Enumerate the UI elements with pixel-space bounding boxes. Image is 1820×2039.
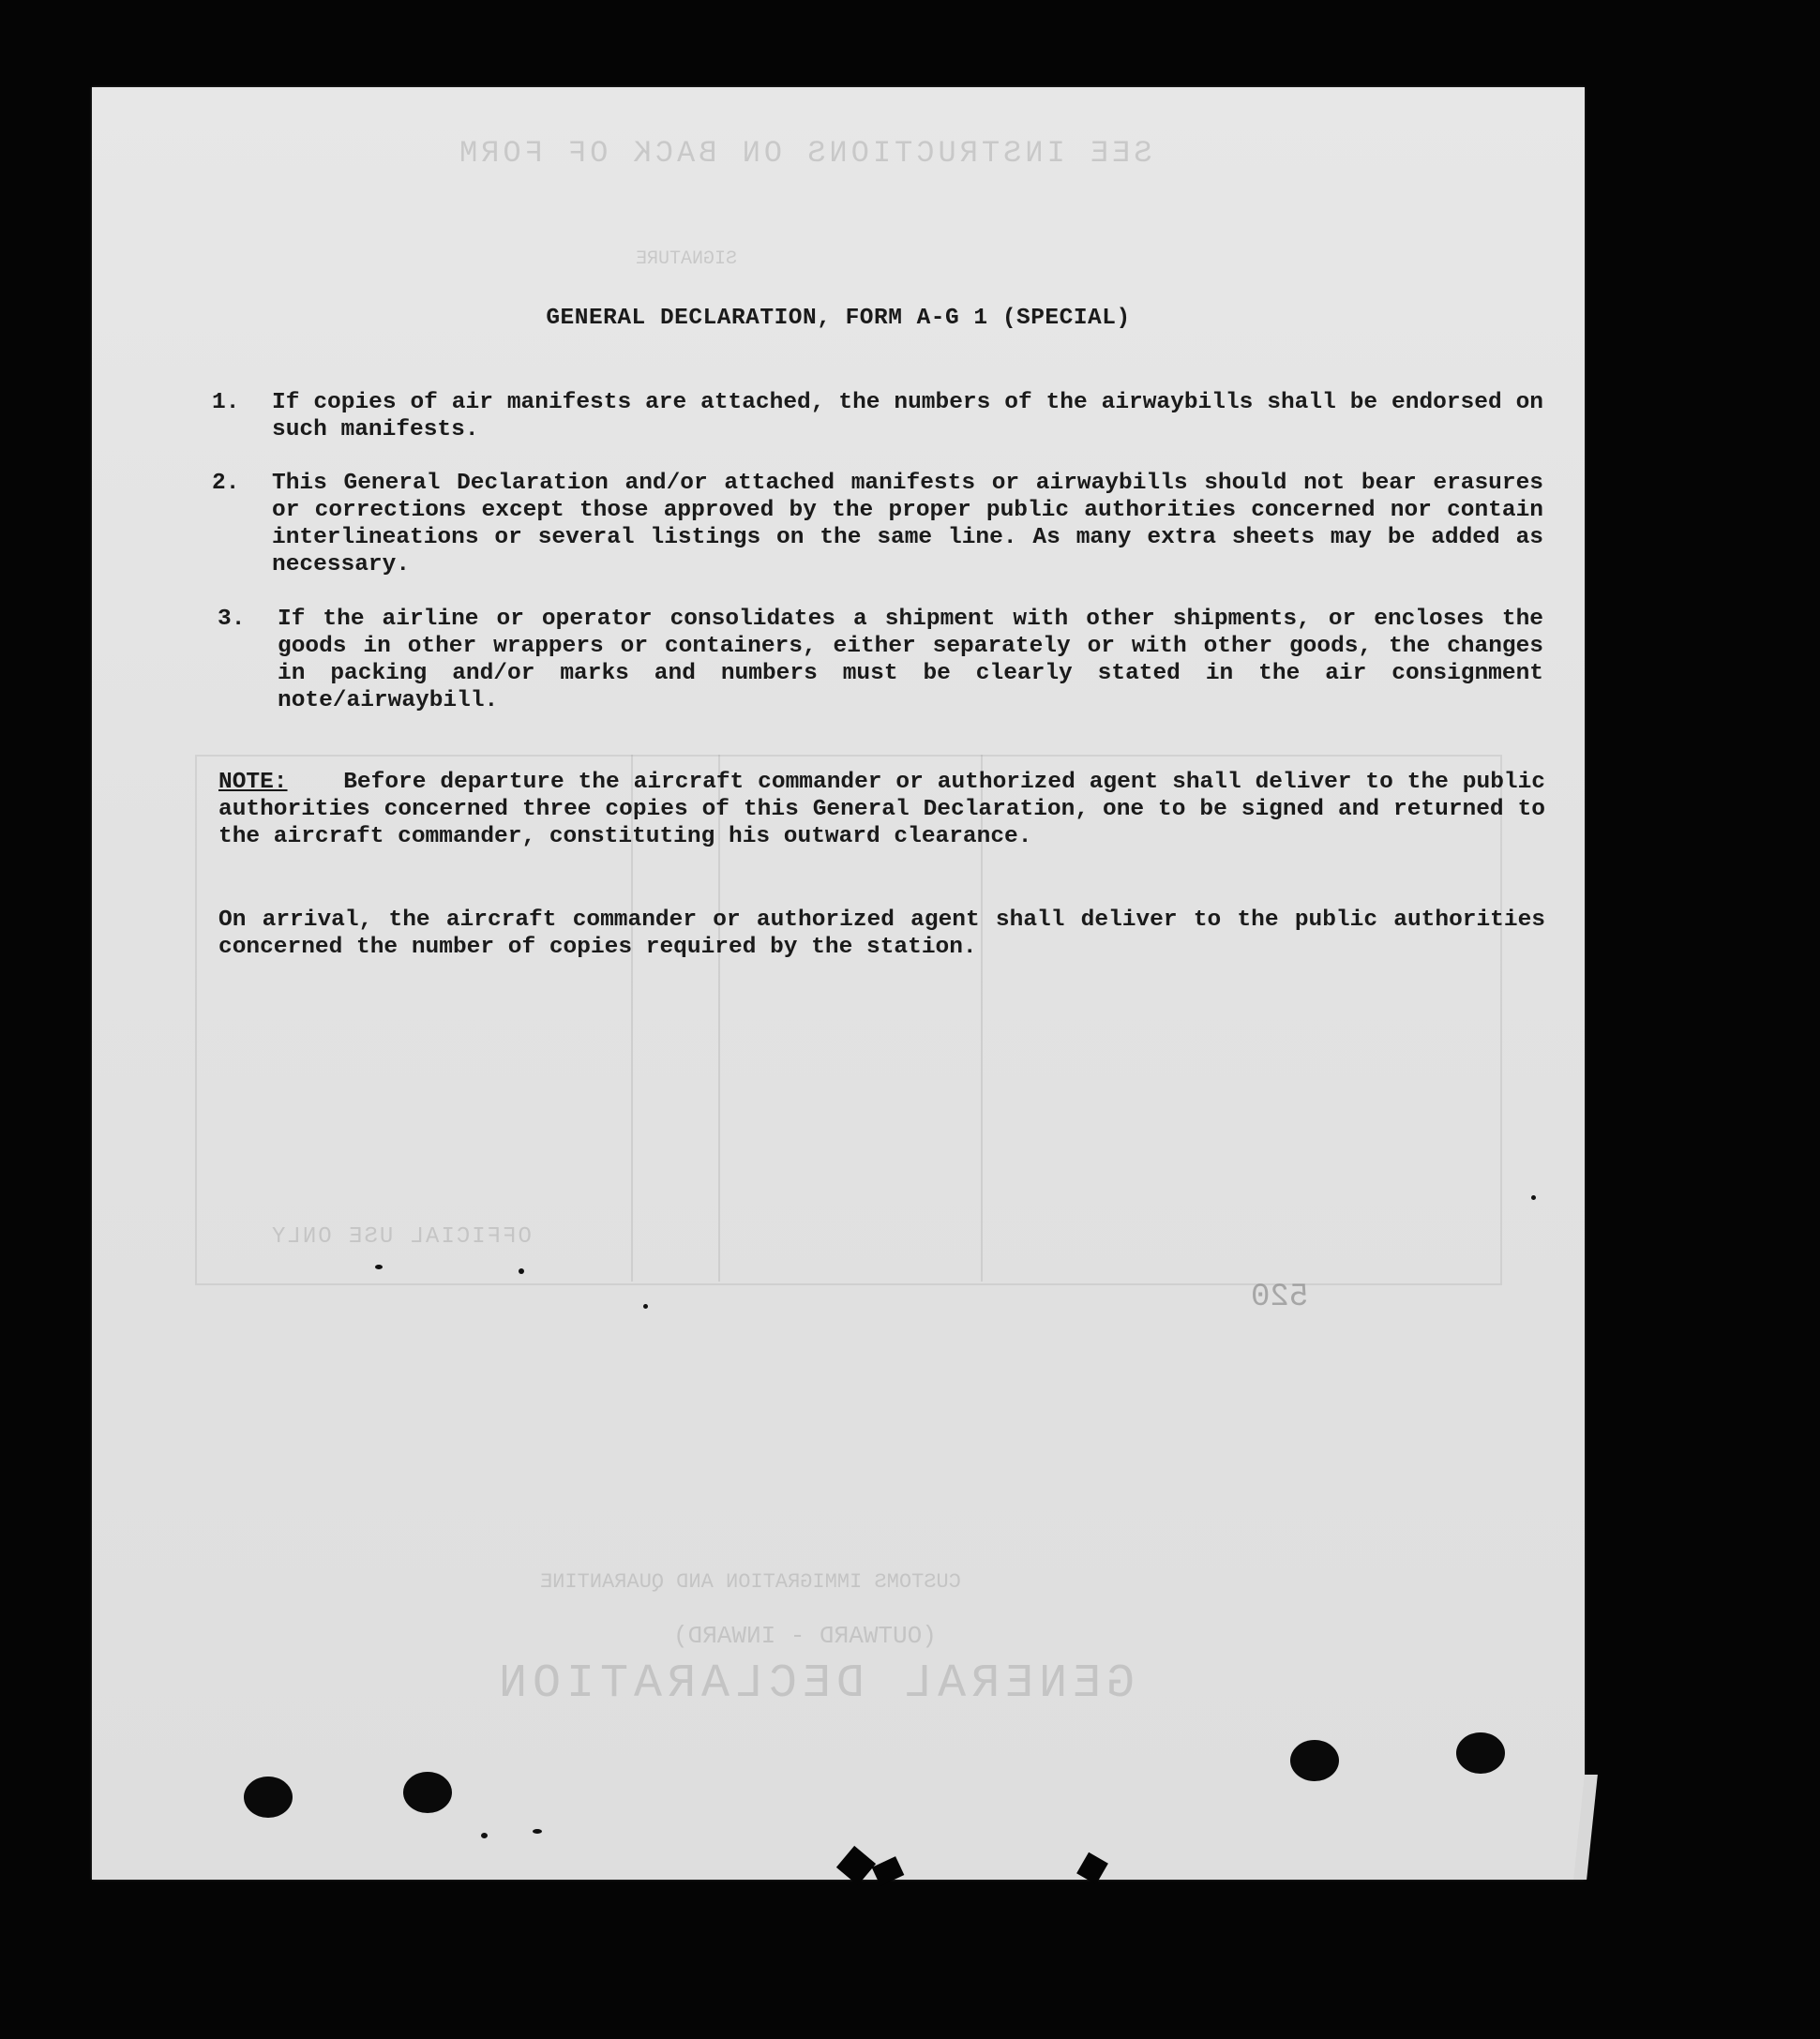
speck bbox=[519, 1268, 524, 1274]
bleed-through-caption: CUSTOMS IMMIGRATION AND QUARANTINE bbox=[540, 1570, 961, 1594]
note-label: NOTE: bbox=[218, 770, 288, 795]
speck bbox=[643, 1304, 648, 1309]
document-page bbox=[92, 87, 1585, 1880]
speck bbox=[1531, 1195, 1536, 1200]
instruction-number: 2. bbox=[212, 471, 240, 496]
punch-hole bbox=[244, 1777, 293, 1818]
note-text: Before departure the aircraft commander or authorized agent shall deliver to the public authorities concerned three copies of this General Declaration, one to be signed and returned to the aircraft commander, constituting his outward clearance. bbox=[218, 770, 1545, 849]
speck bbox=[481, 1833, 488, 1838]
instruction-item-2 bbox=[212, 470, 1543, 578]
bleed-through-subtitle: (OUTWARD - INWARD) bbox=[673, 1622, 937, 1650]
speck bbox=[533, 1829, 542, 1834]
declaration-text bbox=[92, 87, 1585, 1880]
bleed-through-form-title: GENERAL DECLARATION bbox=[493, 1657, 1136, 1711]
note-paragraph bbox=[218, 769, 1545, 850]
instruction-number: 3. bbox=[218, 607, 246, 632]
bleed-through-signature: SIGNATURE bbox=[636, 248, 738, 270]
punch-hole bbox=[1456, 1732, 1505, 1774]
bleed-through-header: SEE INSTRUCTIONS ON BACK OF FORM bbox=[456, 136, 1152, 171]
bleed-through-official-use: OFFICIAL USE ONLY bbox=[270, 1224, 532, 1250]
punch-hole bbox=[1290, 1740, 1339, 1781]
instruction-item-3 bbox=[212, 606, 1543, 714]
instruction-text: This General Declaration and/or attached manifests or airwaybills should not bear erasures or corrections except those approved by the proper public authorities concerned nor contain interlineations or several listings on the same line. As many extra sheets may be added as necessary. bbox=[272, 471, 1543, 577]
bleed-through-stamp-number: 520 bbox=[1251, 1280, 1309, 1315]
arrival-paragraph: On arrival, the aircraft commander or authorized agent shall deliver to the public authorities concerned the number of copies required by the station. bbox=[218, 907, 1545, 960]
speck bbox=[375, 1265, 383, 1269]
punch-hole bbox=[403, 1772, 452, 1813]
instruction-item-1 bbox=[212, 389, 1543, 443]
page-title: GENERAL DECLARATION, FORM A-G 1 (SPECIAL) bbox=[546, 306, 1131, 331]
instruction-text: If the airline or operator consolidates a shipment with other shipments, or encloses the goods in other wrappers or containers, either separately or with other goods, the changes in packing and/or marks and numbers must be clearly stated in the air consignment note/airwaybill. bbox=[278, 607, 1543, 713]
instruction-number: 1. bbox=[212, 390, 240, 415]
instruction-text: If copies of air manifests are attached, the numbers of the airwaybills shall be endorsed on such manifests. bbox=[272, 390, 1543, 442]
